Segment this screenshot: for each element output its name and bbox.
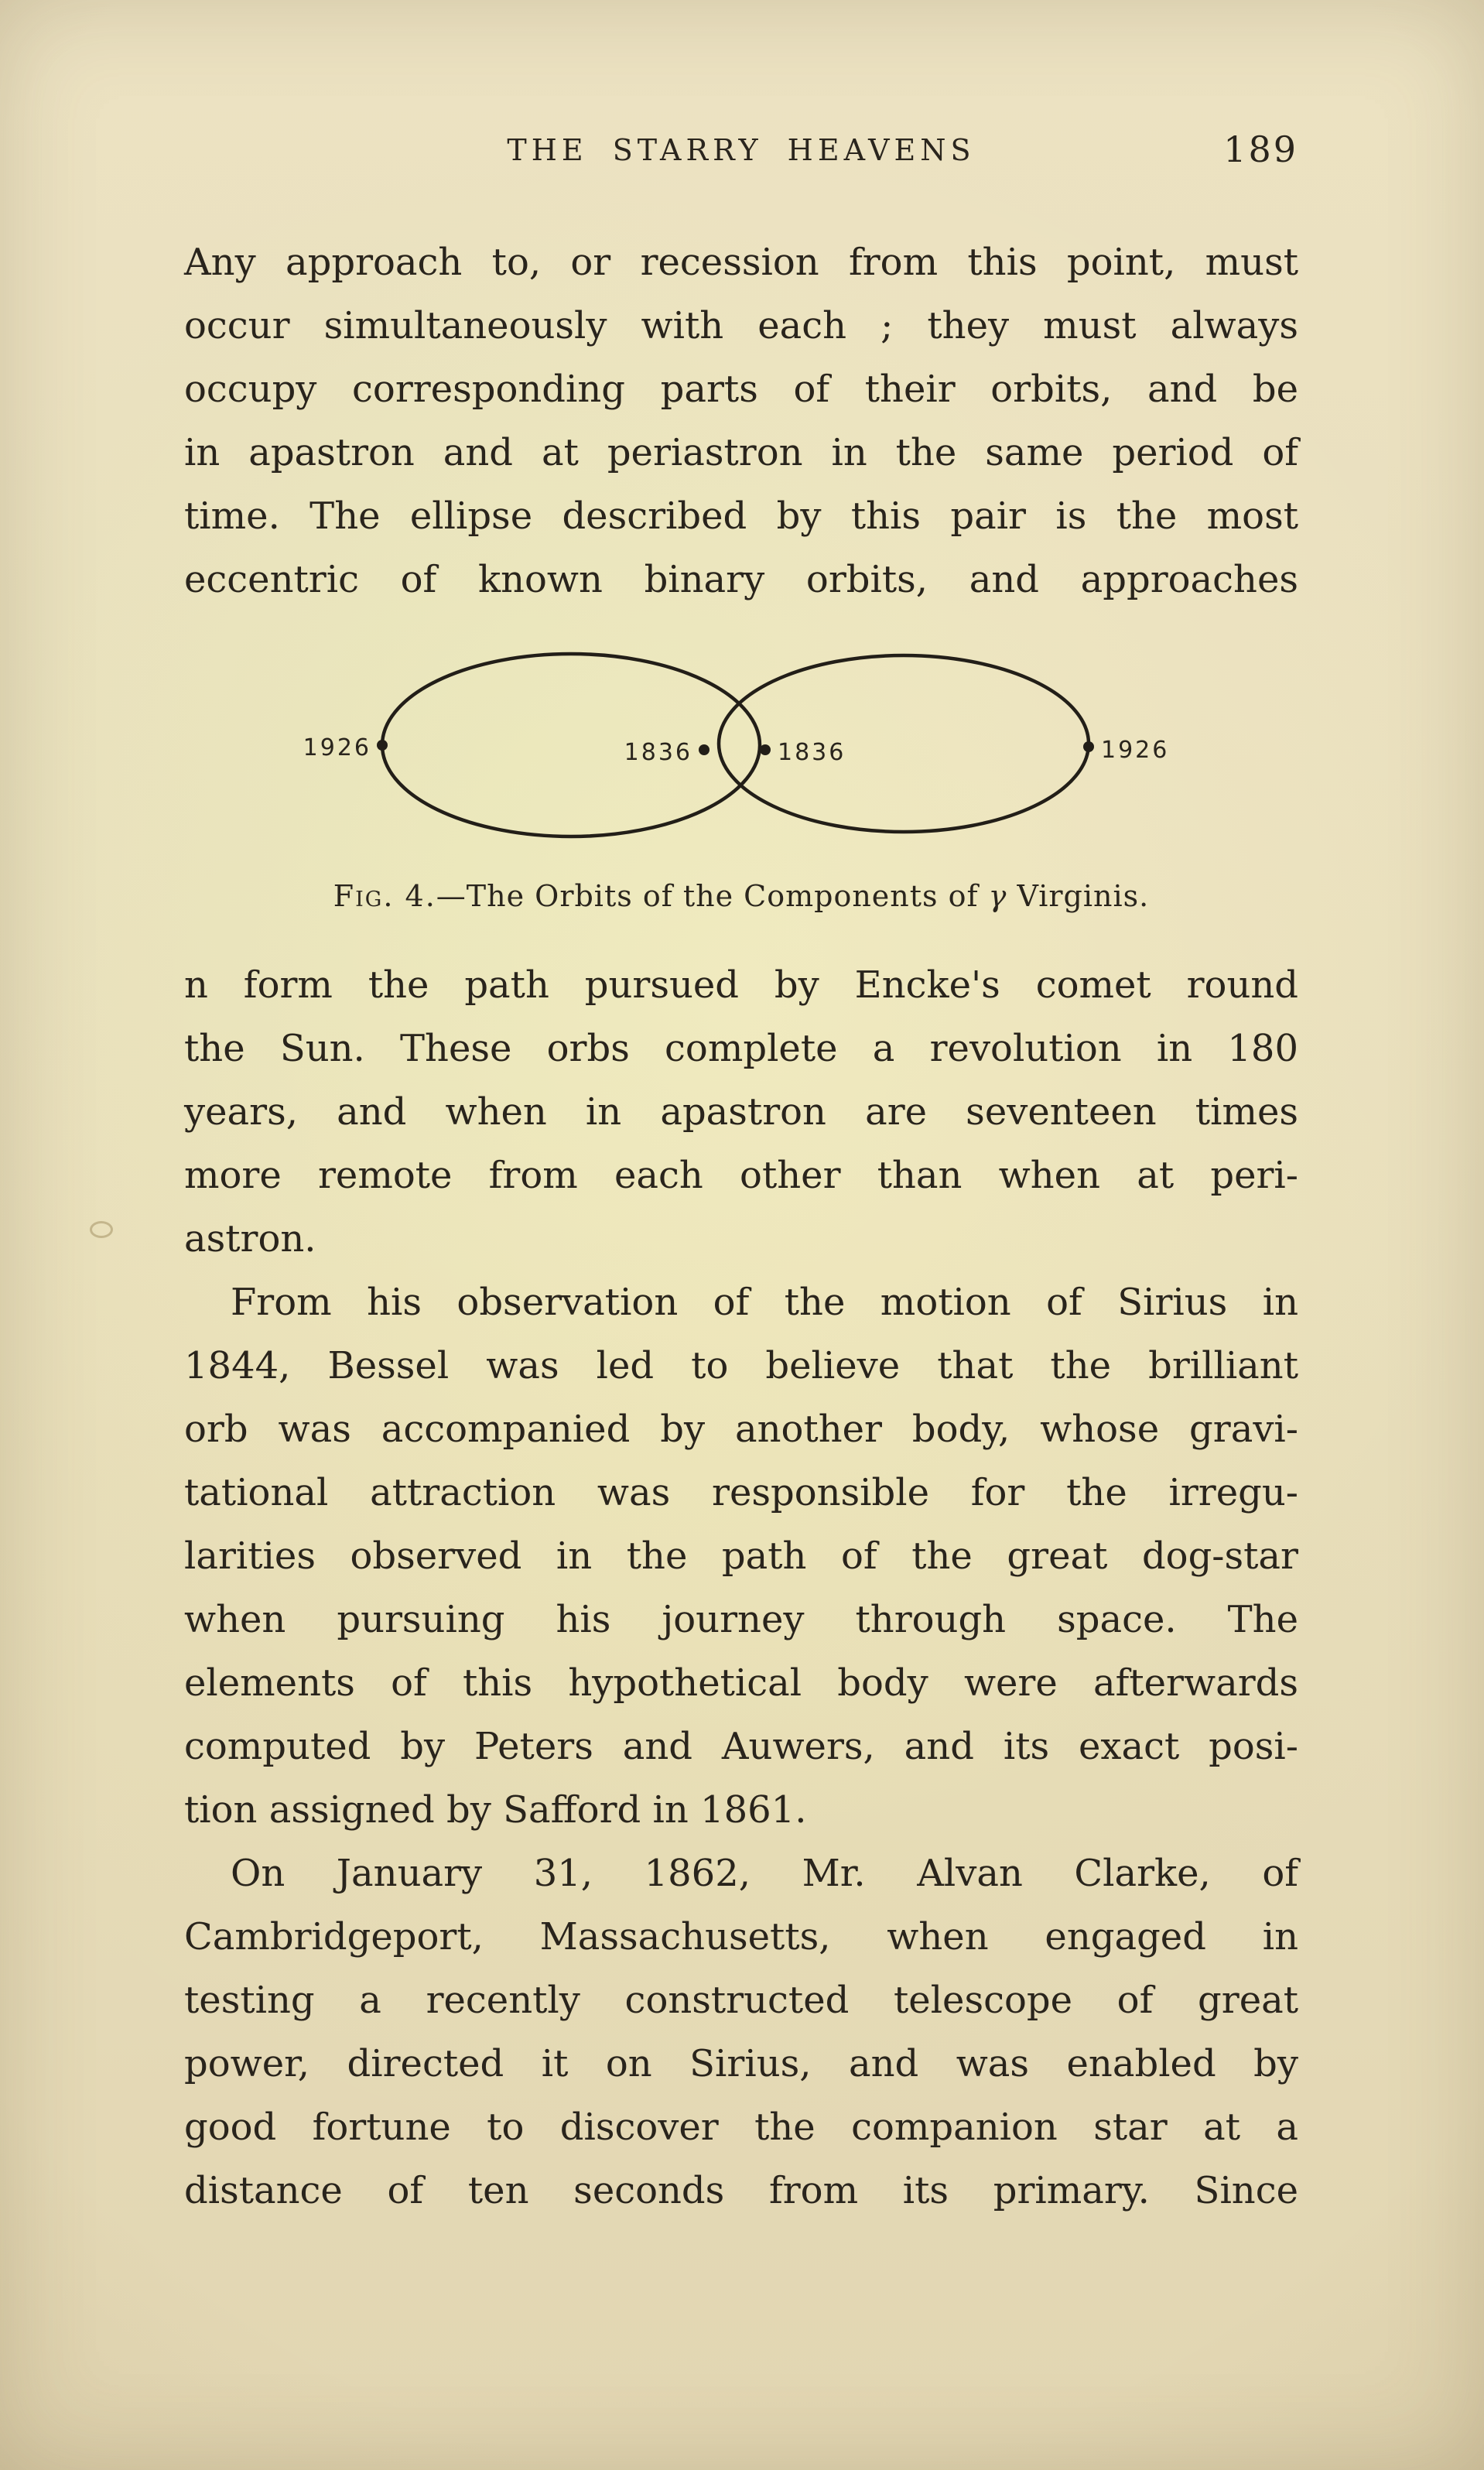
text-line: 1844, Bessel was led to believe that the brilliant	[184, 1344, 1298, 1387]
text-line: in apastron and at periastron in the same period of	[184, 431, 1298, 474]
text-line: larities observed in the path of the great dog-star	[184, 1534, 1298, 1578]
text-line: time. The ellipse described by this pair is the most	[184, 494, 1298, 538]
text-line: On January 31, 1862, Mr. Alvan Clarke, of	[231, 1852, 1298, 1895]
text-line: testing a recently constructed telescope of great	[184, 1979, 1298, 2022]
periastron-right-label: 1836	[778, 739, 846, 766]
orbit-figure	[184, 633, 1298, 913]
text-line: astron.	[184, 1217, 316, 1261]
text-line: Cambridgeport, Massachusetts, when engaged in	[184, 1915, 1298, 1959]
text-line: years, and when in apastron are seventeen times	[184, 1090, 1298, 1134]
text-line: when pursuing his journey through space. The	[184, 1598, 1298, 1641]
text-block	[184, 231, 1298, 2222]
orbit-diagram	[292, 633, 1190, 865]
text-line: From his observation of the motion of Sirius in	[231, 1281, 1298, 1324]
text-line: good fortune to discover the companion star at a	[184, 2106, 1298, 2149]
periastron-left-point	[699, 744, 710, 755]
periastron-left-label: 1836	[624, 739, 692, 766]
periastron-right-point	[760, 744, 771, 755]
paragraph-4	[184, 1842, 1298, 2222]
text-line: computed by Peters and Auwers, and its exact posi-	[184, 1725, 1298, 1768]
apastron-right-point	[1083, 741, 1094, 752]
paragraph-2	[184, 953, 1298, 1271]
caption-figure-number: Fig. 4.	[333, 879, 436, 913]
text-line: tational attraction was responsible for the irregu-	[184, 1471, 1298, 1514]
text-line: more remote from each other than when at peri-	[184, 1154, 1298, 1197]
paragraph-1	[184, 231, 1298, 611]
apastron-right-label: 1926	[1101, 737, 1170, 764]
apastron-left-point	[377, 740, 388, 751]
text-line: tion assigned by Safford in 1861.	[184, 1788, 807, 1832]
text-line: n form the path pursued by Encke's comet round	[184, 963, 1298, 1007]
text-line: Any approach to, or recession from this point, must	[184, 241, 1298, 284]
text-line: occur simultaneously with each ; they must always	[184, 304, 1298, 347]
text-line: elements of this hypothetical body were afterwards	[184, 1661, 1298, 1705]
text-line: occupy corresponding parts of their orbits, and be	[184, 368, 1298, 411]
right-orbit-ellipse	[719, 655, 1089, 832]
running-header	[184, 128, 1298, 180]
text-line: eccentric of known binary orbits, and approaches	[184, 558, 1298, 601]
text-line: power, directed it on Sirius, and was enabled by	[184, 2042, 1298, 2085]
text-line: the Sun. These orbs complete a revolution in 180	[184, 1027, 1298, 1070]
text-line: orb was accompanied by another body, whose gravi-	[184, 1408, 1298, 1451]
text-line: distance of ten seconds from its primary. Since	[184, 2169, 1298, 2212]
scan-stain-mark	[90, 1221, 113, 1238]
paragraph-3	[184, 1271, 1298, 1842]
apastron-left-label: 1926	[303, 734, 371, 761]
page-number: 189	[1223, 128, 1298, 170]
figure-caption	[184, 879, 1298, 913]
caption-text: —The Orbits of the Components of	[436, 879, 989, 913]
caption-star-name: Virginis.	[1007, 879, 1150, 913]
caption-gamma-symbol: γ	[988, 879, 1007, 913]
page-title: THE STARRY HEAVENS	[507, 133, 976, 167]
